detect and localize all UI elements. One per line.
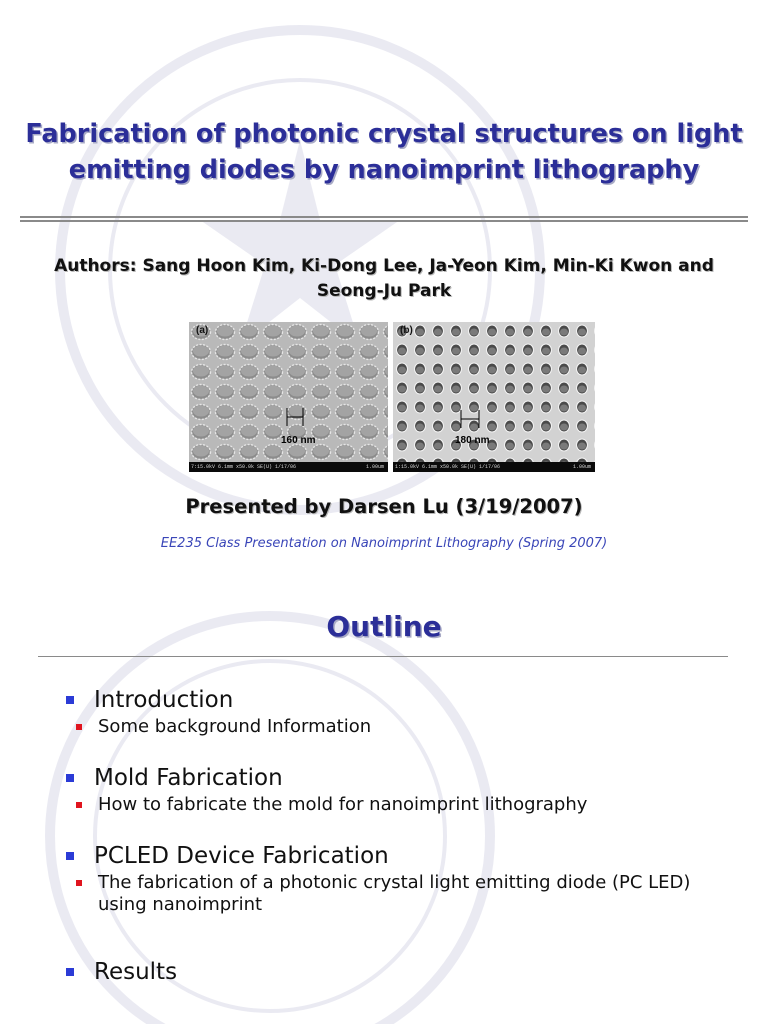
- outline-item-results: Results: [64, 956, 744, 988]
- sem-b-info-right: 1.00um: [572, 464, 591, 470]
- outline-subitem: Some background Information: [75, 716, 744, 738]
- outline-subitem: The fabrication of a photonic crystal light emitting diode (PC LED) using nanoimprint: [75, 872, 744, 916]
- sem-b-texture: [393, 322, 595, 472]
- outline-slide: [0, 576, 768, 1024]
- sem-a-scale-label: 160 nm: [281, 435, 316, 446]
- list-item: [64, 762, 744, 816]
- outline-item-mold-fabrication: Mold Fabrication: [64, 762, 744, 794]
- list-item: [64, 840, 744, 916]
- sem-a-info-bar: [189, 462, 388, 472]
- sem-a-texture: [189, 322, 388, 472]
- sem-a-label: (a): [196, 325, 209, 336]
- outline-item-introduction: Introduction: [64, 684, 744, 716]
- title-divider: [20, 216, 748, 222]
- outline-item-pcled-fabrication: PCLED Device Fabrication: [64, 840, 744, 872]
- sem-b-info-bar: [393, 462, 595, 472]
- sem-a-info-left: 7:15.0kV 6.1mm x50.0k SE(U) 1/17/06: [191, 464, 297, 470]
- slide-title: Fabrication of photonic crystal structures on light emitting diodes by nanoimprint lithography: [25, 119, 743, 185]
- list-item: [64, 684, 744, 738]
- sem-b-info-left: 1:15.0kV 6.1mm x50.0k SE(U) 1/17/06: [395, 464, 501, 470]
- presenter-line: Presented by Darsen Lu (3/19/2007): [185, 495, 583, 518]
- sem-b-label: (b): [400, 325, 413, 336]
- outline-subitem: How to fabricate the mold for nanoimprint lithography: [75, 794, 744, 816]
- sem-image-b: [393, 322, 595, 472]
- list-item: [64, 956, 744, 988]
- class-note: EE235 Class Presentation on Nanoimprint Lithography (Spring 2007): [160, 536, 608, 551]
- outline-divider: [38, 656, 728, 657]
- sem-a-info-right: 1.00um: [365, 464, 384, 470]
- sem-image-a: [189, 322, 388, 472]
- outline-list: [64, 684, 744, 988]
- authors-line: Authors: Sang Hoon Kim, Ki-Dong Lee, Ja-Yeon Kim, Min-Ki Kwon and Seong-Ju Park: [54, 256, 714, 301]
- outline-title: Outline: [326, 610, 442, 643]
- sem-b-scale-label: 180 nm: [455, 435, 490, 446]
